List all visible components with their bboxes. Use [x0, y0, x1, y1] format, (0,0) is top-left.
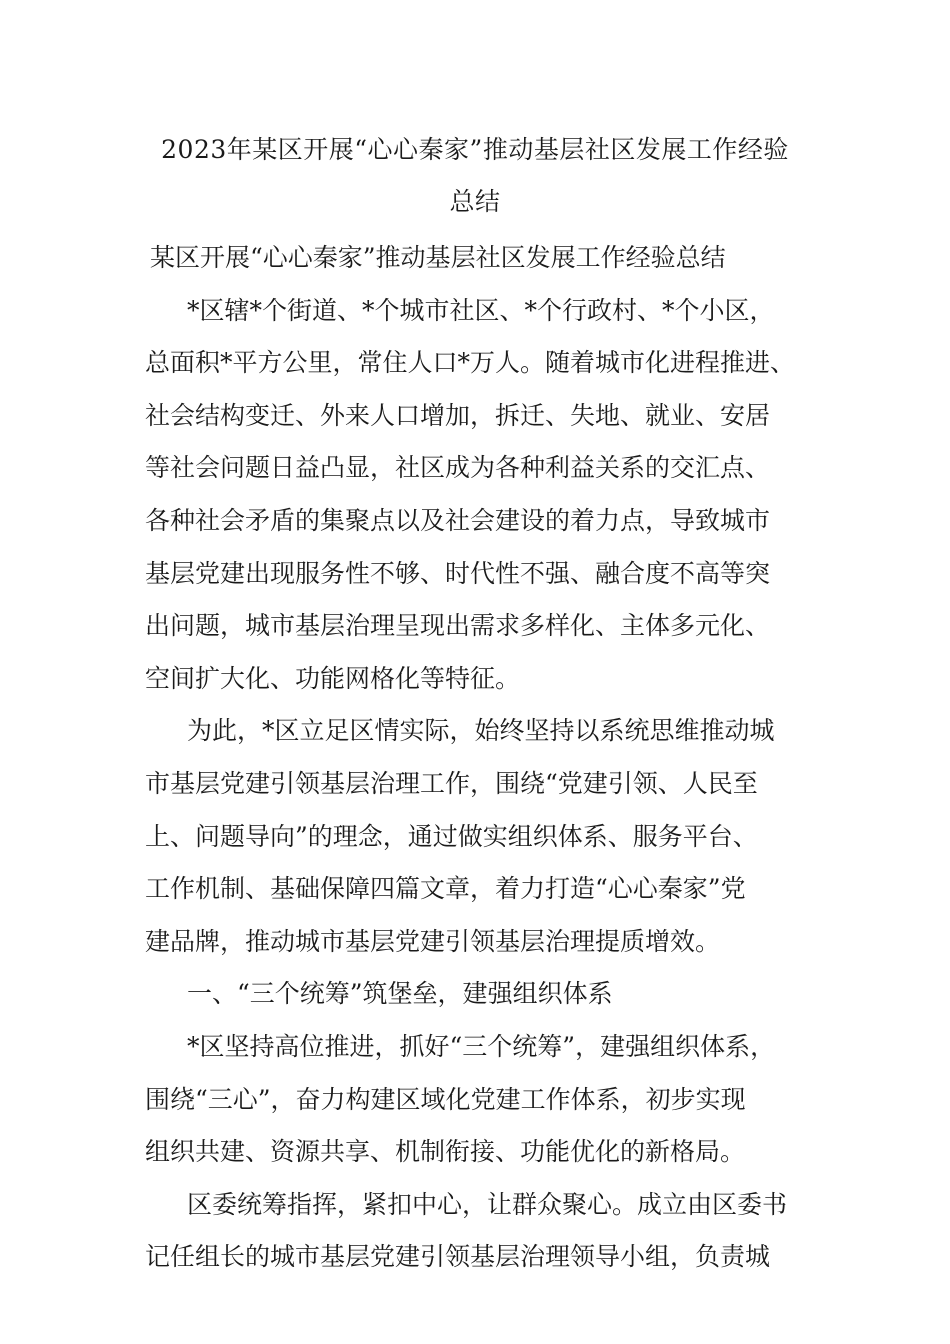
paragraph-line: 围绕“三心”，奋力构建区域化党建工作体系，初步实现 — [145, 1084, 746, 1114]
paragraph-line: *区坚持高位推进，抓好“三个统筹”，建强组织体系， — [187, 1031, 776, 1061]
paragraph-line: 市基层党建引领基层治理工作，围绕“党建引领、人民至 — [145, 768, 758, 798]
paragraph-line: 上、问题导向”的理念，通过做实组织体系、服务平台、 — [145, 821, 758, 851]
paragraph-line: 工作机制、基础保障四篇文章，着力打造“心心秦家”党 — [145, 874, 746, 904]
document-body — [145, 232, 825, 1284]
paragraph-line: 空间扩大化、功能网格化等特征。 — [145, 663, 521, 693]
paragraph-line: 为此，*区立足区情实际，始终坚持以系统思维推动城 — [187, 716, 775, 746]
paragraph-line: *区辖*个街道、*个城市社区、*个行政村、*个小区， — [187, 295, 775, 325]
paragraph-line: 出问题，城市基层治理呈现出需求多样化、主体多元化、 — [145, 611, 771, 641]
paragraph-line: 等社会问题日益凸显，社区成为各种利益关系的交汇点、 — [145, 453, 771, 483]
paragraph-line: 总面积*平方公里，常住人口*万人。随着城市化进程推进、 — [145, 348, 796, 378]
paragraph-line: 基层党建出现服务性不够、时代性不强、融合度不高等突 — [145, 558, 771, 588]
paragraph-line: 区委统筹指挥，紧扣中心，让群众聚心。成立由区委书 — [187, 1189, 788, 1219]
paragraph-line: 各种社会矛盾的集聚点以及社会建设的着力点，导致城市 — [145, 505, 771, 535]
subtitle-line: 某区开展“心心秦家”推动基层社区发展工作经验总结 — [150, 243, 726, 272]
section-heading: 一、“三个统筹”筑堡垒，建强组织体系 — [187, 979, 613, 1009]
paragraph-line: 记任组长的城市基层党建引领基层治理领导小组，负责城 — [145, 1242, 771, 1272]
paragraph-line: 建品牌，推动城市基层党建引领基层治理提质增效。 — [145, 926, 721, 956]
document-title-line-2: 总结 — [449, 187, 501, 216]
paragraph-line: 社会结构变迁、外来人口增加，拆迁、失地、就业、安居 — [145, 400, 771, 430]
paragraph-line: 组织共建、资源共享、机制衔接、功能优化的新格局。 — [145, 1137, 746, 1167]
document-title-line-1: 2023年某区开展“心心秦家”推动基层社区发展工作经验 — [161, 135, 789, 164]
